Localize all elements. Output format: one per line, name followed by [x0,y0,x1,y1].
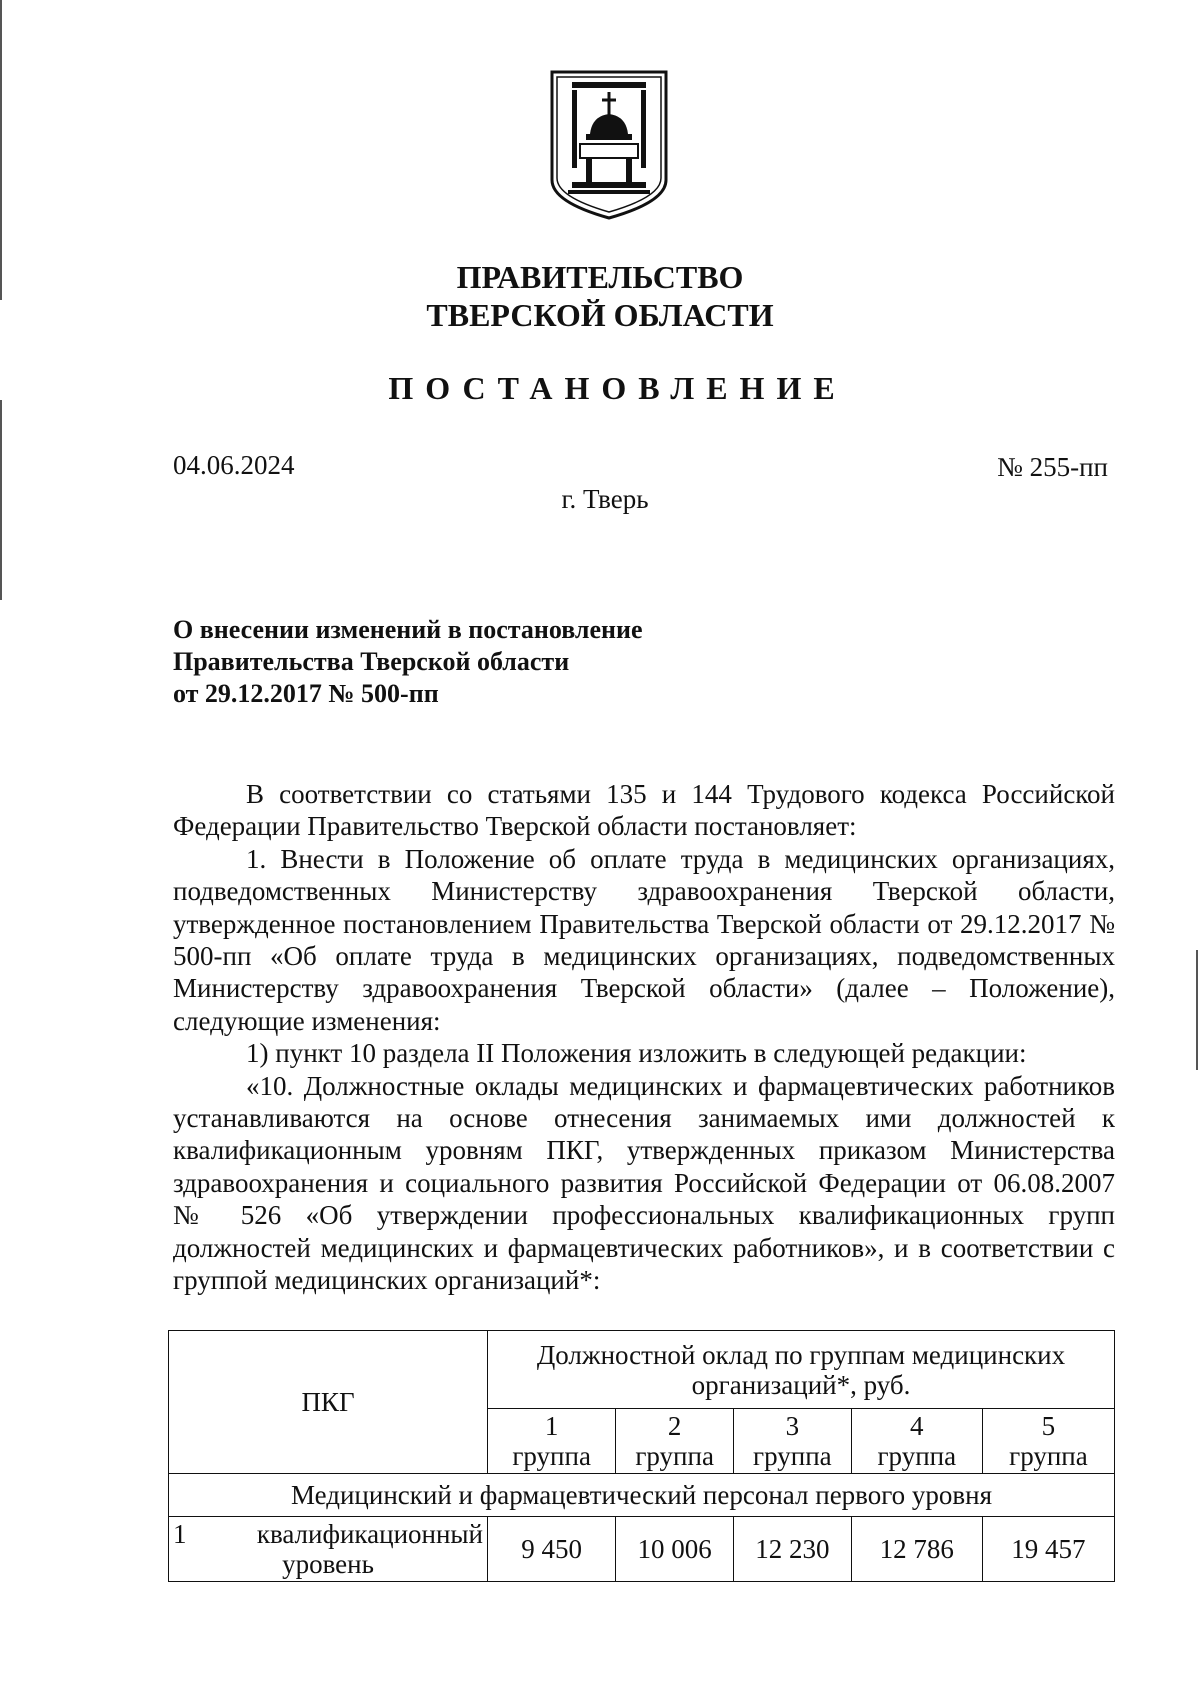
group-header: 2 группа [616,1409,734,1474]
subject-line1: О внесении изменений в постановление [173,615,643,644]
pkg-header: ПКГ [169,1331,488,1474]
level-word: уровень [282,1549,374,1579]
coat-of-arms-icon [548,68,670,220]
scan-edge-mark [1196,950,1198,1070]
preamble-paragraph: В соответствии со статьями 135 и 144 Трудового кодекса Российской Федерации Правительство Тверской области постановляет: [173,779,1115,842]
clause-1-paragraph: 1. Внести в Положение об оплате труда в медицинских организациях, подведомственных Министерству здравоохранения Тверской области, утвержденное постановлением Правительства Тверской области от 29.12.2017 № 500-пп «Об оплате труда в медицинских организациях, подведомственных Министерству здравоохранения Тверской области» (далее – Положение), следующие изменения: [173,843,1115,1036]
subject-line3: от 29.12.2017 № 500-пп [173,679,439,708]
clause-10-paragraph: «10. Должностные оклады медицинских и фармацевтических работников устанавливаются на основе отнесения занимаемых ими должностей к квалификационным уровням ПКГ, утвержденных приказом Министерства здравоохранения и социального развития Российской Федерации от 06.08.2007 № 526 «Об утверждении профессиональных квалификационных групп должностей медицинских и фармацевтических работников», и в соответствии с группой медицинских организаций*: [173,1070,1115,1296]
org-name-line1: ПРАВИТЕЛЬСТВО [456,259,744,295]
salary-value: 19 457 [982,1517,1114,1582]
subclause-1-paragraph: 1) пункт 10 раздела II Положения изложить в следующей редакции: [246,1038,1027,1069]
scan-edge-mark [0,0,2,300]
level-number: 1 [173,1519,187,1549]
document-subject [173,614,643,710]
subject-line2: Правительства Тверской области [173,647,570,676]
group-header: 3 группа [734,1409,852,1474]
group-header: 5 группа [982,1409,1114,1474]
document-number: № 255-пп [997,452,1108,482]
salary-value: 12 786 [851,1517,982,1582]
salary-value: 10 006 [616,1517,734,1582]
salary-value: 9 450 [488,1517,616,1582]
scan-edge-mark [0,400,2,600]
level-name-cell [169,1517,488,1582]
group-header: 4 группа [851,1409,982,1474]
org-name-line2: ТВЕРСКОЙ ОБЛАСТИ [426,297,774,333]
level-word: квалификационный [256,1519,484,1549]
section-title: Медицинский и фармацевтический персонал первого уровня [169,1474,1115,1517]
document-date: 04.06.2024 [173,450,295,480]
salary-header: Должностной оклад по группам медицинских организаций*, руб. [488,1331,1115,1409]
salary-value: 12 230 [734,1517,852,1582]
salary-table [168,1330,1115,1582]
document-body [173,778,1115,1297]
group-header: 1 группа [488,1409,616,1474]
document-type: ПОСТАНОВЛЕНИЕ [388,370,847,406]
document-city: г. Тверь [561,484,649,514]
